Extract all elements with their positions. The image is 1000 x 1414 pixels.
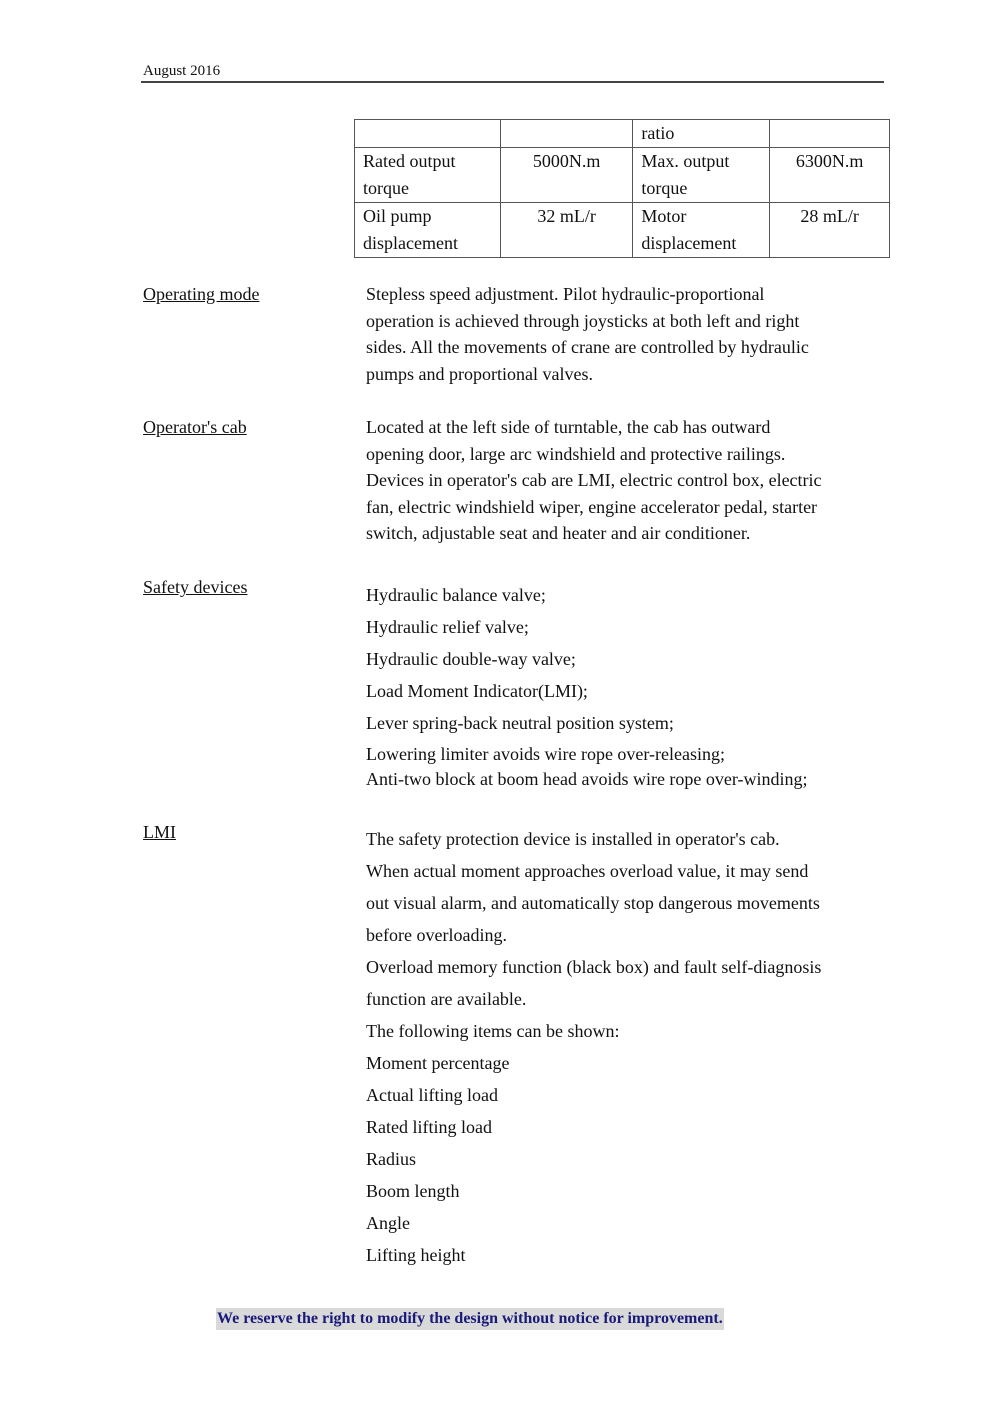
paragraph-line: pumps and proportional valves. [366,363,593,384]
list-item: Load Moment Indicator(LMI); [366,681,588,701]
list-item: Hydraulic balance valve; [366,585,546,605]
table-cell-value: 32 mL/r [500,203,633,258]
paragraph-line: before overloading. [366,925,507,945]
table-cell-label [355,120,501,148]
list-item: Rated lifting load [366,1117,492,1137]
paragraph-line: out visual alarm, and automatically stop dangerous movements [366,893,820,913]
list-item: Boom length [366,1181,460,1201]
paragraph-line: fan, electric windshield wiper, engine accelerator pedal, starter [366,496,818,517]
section-body-operating-mode [366,281,896,387]
list-item: Lifting height [366,1245,466,1265]
paragraph-line: Located at the left side of turntable, the cab has outward [366,417,771,437]
list-item: Actual lifting load [366,1085,498,1105]
table-cell-label: Motor displacement [633,203,770,258]
paragraph-line: sides. All the movements of crane are controlled by hydraulic [366,337,809,357]
table-cell-label: ratio [633,120,770,148]
paragraph-line: Stepless speed adjustment. Pilot hydraulic-proportional [366,284,765,304]
table-cell-value [500,120,633,148]
paragraph-line: The following items can be shown: [366,1021,620,1041]
header-divider [141,81,884,83]
section-body-lmi [366,823,896,1271]
list-item: Angle [366,1213,410,1233]
table-cell-label: Rated output torque [355,148,501,203]
table-row [355,203,890,258]
table-cell-value: 5000N.m [500,148,633,203]
paragraph-line: Overload memory function (black box) and fault self-diagnosis [366,957,822,977]
table-cell-value: 28 mL/r [770,203,890,258]
section-body-operators-cab [366,414,896,547]
table-row [355,148,890,203]
paragraph-line: Devices in operator's cab are LMI, electric control box, electric [366,470,822,490]
list-item: Moment percentage [366,1053,510,1073]
spec-table [354,119,890,258]
paragraph-line: The safety protection device is installed in operator's cab. [366,829,780,849]
paragraph-line: switch, adjustable seat and heater and air conditioner. [366,523,751,543]
paragraph-line: opening door, large arc windshield and protective railings. [366,443,786,464]
table-row [355,120,890,148]
disclaimer-note: We reserve the right to modify the design without notice for improvement. [216,1308,724,1330]
list-item: Anti-two block at boom head avoids wire rope over-winding; [366,769,808,789]
section-label-safety-devices: Safety devices [143,577,248,597]
paragraph-line: operation is achieved through joysticks at both left and right [366,310,800,331]
list-item: Hydraulic relief valve; [366,617,529,637]
table-cell-label: Max. output torque [633,148,770,203]
paragraph-line: When actual moment approaches overload value, it may send [366,861,809,881]
list-item: Lever spring-back neutral position system; [366,713,674,733]
header-date: August 2016 [143,63,221,79]
list-item: Hydraulic double-way valve; [366,649,576,669]
table-cell-value: 6300N.m [770,148,890,203]
section-label-lmi: LMI [143,822,176,842]
list-item: Lowering limiter avoids wire rope over-releasing; [366,744,726,764]
table-cell-label: Oil pump displacement [355,203,501,258]
section-label-operating-mode: Operating mode [143,284,260,304]
safety-devices-list [366,579,896,789]
table-cell-value [770,120,890,148]
section-label-operators-cab: Operator's cab [143,417,247,437]
paragraph-line: function are available. [366,989,527,1009]
list-item: Radius [366,1149,417,1169]
